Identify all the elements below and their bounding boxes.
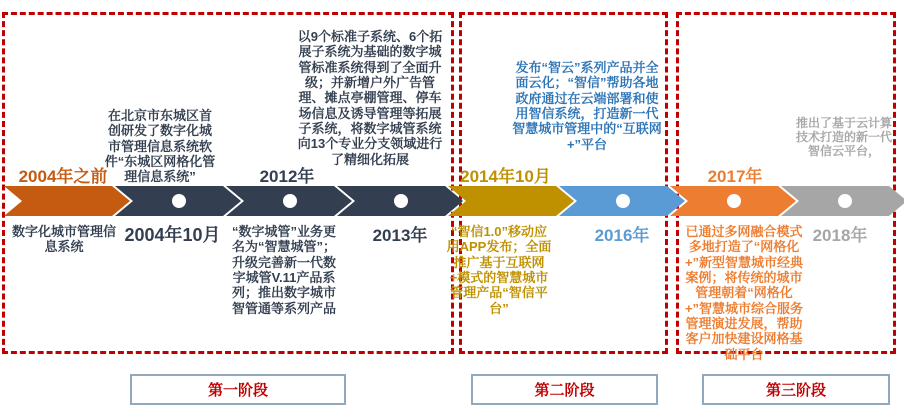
date-label-2018: 2018年: [812, 226, 868, 245]
date-label-2012: 2012年: [259, 167, 315, 186]
timeline-arrow-4: [448, 186, 574, 216]
milestone-desc-3: 以9个标准子系统、6个拓展子系统为基础的数字城管标准系统得到了全面升级；并新增户外广告管理、摊点亭棚管理、停车场信息及诱导管理等拓展子系统，将数字城管系统向13个专业分支领域进行了精细化拓展: [297, 29, 443, 167]
timeline-arrow-5: [559, 186, 685, 216]
milestone-dot: [838, 194, 852, 208]
milestone-dot: [616, 194, 630, 208]
milestone-dot: [283, 194, 297, 208]
milestone-dot: [394, 194, 408, 208]
milestone-desc-5: 发布“智云”系列产品并全面云化；“智信”帮助各地政府通过在云端部署和使用智信系统，打造新一代智慧城市管理中的“互联网+”平台: [512, 60, 662, 152]
date-label-2004前: 2004年之前: [18, 167, 108, 186]
timeline-arrow-2: [226, 186, 352, 216]
stage-label-1: 第一阶段: [130, 374, 346, 405]
date-label-2017: 2017年: [707, 167, 763, 186]
milestone-dot: [172, 194, 186, 208]
milestone-desc-0: 数字化城市管理信息系统: [11, 224, 116, 255]
stage-label-3: 第三阶段: [702, 374, 890, 405]
timeline-arrow-1: [115, 186, 241, 216]
milestone-desc-4: “智信1.0”移动应用APP发布；全面推广基于互联网+模式的智慧城市管理产品“智信平台”: [446, 224, 552, 316]
date-label-2014-10: 2014年10月: [460, 167, 551, 186]
date-label-2016: 2016年: [594, 226, 650, 245]
date-label-2013: 2013年: [372, 226, 428, 245]
milestone-desc-1: 在北京市东城区首创研发了数字化城市管理信息系统软件“东城区网格化管理信息系统”: [104, 108, 216, 185]
timeline-arrow-0: [4, 186, 130, 216]
milestone-desc-6: 已通过多网融合模式多地打造了“网格化+”新型智慧城市经典案例；将传统的城市管理朝着“网格化+”智慧城市综合服务管理演进发展，帮助客户加快建设网格基础平台: [684, 224, 804, 362]
milestone-desc-7: 推出了基于云计算技术打造的新一代智信云平台，: [795, 116, 892, 159]
timeline-arrow-6: [670, 186, 796, 216]
date-label-2004-10: 2004年10月: [124, 225, 221, 245]
milestone-dot: [727, 194, 741, 208]
milestone-desc-2: “数字城管”业务更名为“智慧城管”；升级完善新一代数字城管V.11产品系列；推出数字城市智管通等系列产品: [231, 224, 336, 316]
stage-label-2: 第二阶段: [471, 374, 658, 405]
timeline-arrow-3: [337, 186, 463, 216]
timeline-arrow-7: [781, 186, 904, 216]
